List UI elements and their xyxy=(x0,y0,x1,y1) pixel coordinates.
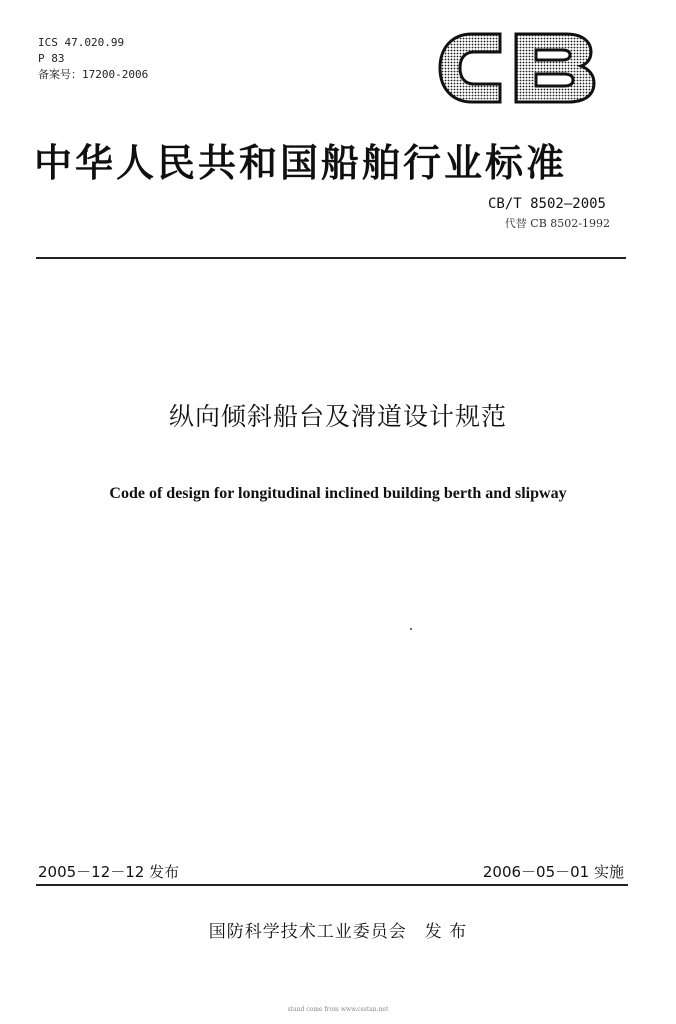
standard-number: CB/T 8502—2005 xyxy=(487,196,606,212)
category-code: P 83 xyxy=(38,52,65,65)
effective-date: 2006－05－01 实施 xyxy=(482,863,624,881)
top-rule xyxy=(36,257,626,259)
speck xyxy=(410,628,412,630)
ics-code: ICS 47.020.99 xyxy=(38,36,125,49)
logo-letter-b xyxy=(516,34,594,102)
logo-letter-c xyxy=(440,34,500,102)
footer-watermark: stand come from www.csstan.net xyxy=(287,1006,389,1013)
replaces-note: 代替 CB 8502-1992 xyxy=(504,217,610,230)
document-title-en: Code of design for longitudinal inclined building berth and slipway xyxy=(109,485,567,502)
filing-number: 备案号：17200-2006 xyxy=(38,68,149,81)
issue-date: 2005－12－12 发布 xyxy=(38,863,180,881)
series-title: 中华人民共和国船舶行业标准 xyxy=(34,141,568,185)
cb-logo xyxy=(438,28,598,108)
bottom-rule xyxy=(36,884,628,886)
document-title-cn: 纵向倾斜船台及滑道设计规范 xyxy=(168,402,507,431)
publisher: 国防科学技术工业委员会 发 布 xyxy=(208,922,468,942)
